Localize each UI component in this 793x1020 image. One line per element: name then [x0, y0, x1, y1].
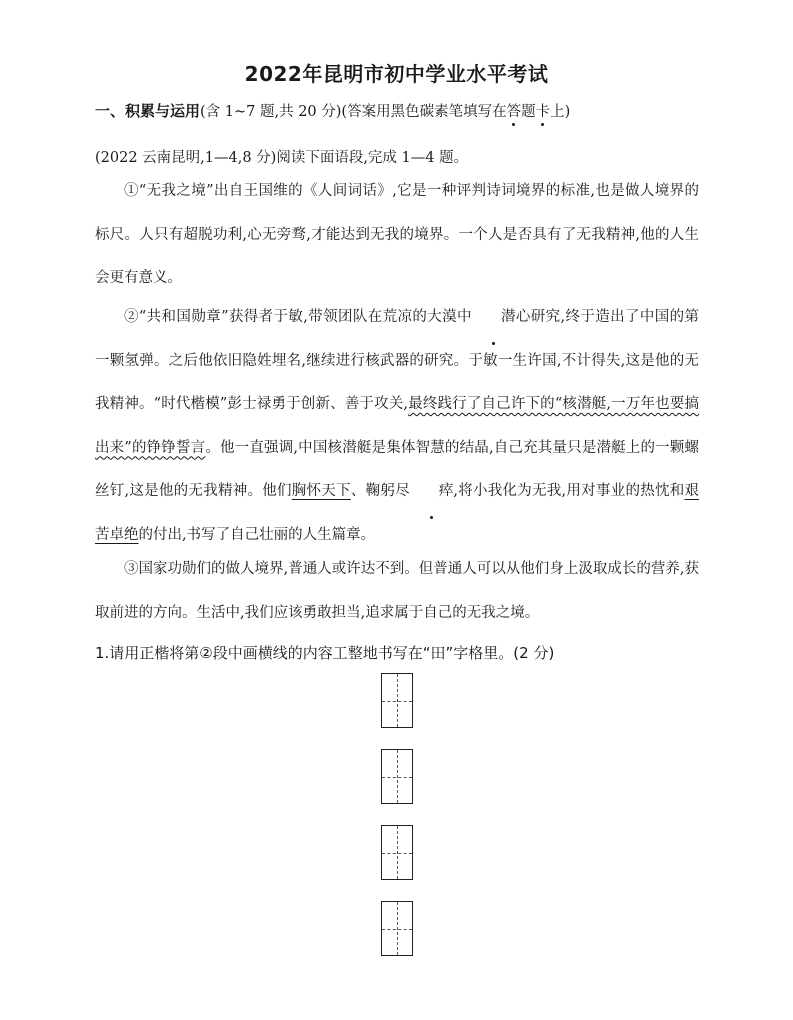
p2-text: ,将小我化为无我,用对事业的热忱和	[453, 483, 685, 499]
wavy-underlined-text: 最终践行了自己许下的“核潜艇,一万年也要搞出来”的铮铮誓言	[95, 396, 699, 456]
emphasis-char: 卡	[536, 100, 551, 121]
p2-text: 、鞠躬尽	[350, 483, 410, 499]
section-lead: 一、积累与运用	[95, 102, 201, 120]
p2-text: 的付出,书写了自己壮丽的人生篇章。	[138, 526, 376, 543]
section-note-3: 上)	[550, 104, 571, 120]
question-1: 1.请用正楷将第②段中画横线的内容工整地书写在“田”字格里。(2 分)	[95, 644, 555, 662]
tian-grid-box[interactable]	[381, 901, 413, 956]
section-note: (含 1~7 题,共 20 分)(答案用黑色碳素笔填写在	[200, 104, 507, 120]
paragraph-3: ③国家功勋们的做人境界,普通人或许达不到。但普通人可以从他们身上汲取成长的营养,获取前进的方向。生活中,我们应该勇敢担当,追求属于自己的无我之境。	[95, 561, 699, 621]
tian-grid-box[interactable]	[381, 749, 413, 804]
underlined-phrase: 胸怀天下	[291, 483, 351, 499]
section-note-2: 题	[521, 104, 536, 120]
paragraph-1: ①“无我之境”出自王国维的《人间词话》,它是一种评判诗词境界的标准,也是做人境界的标尺。人只有超脱功利,心无旁骛,才能达到无我的境界。一个人是否具有了无我精神,他的人生会更有意义。	[95, 183, 699, 286]
section-heading	[95, 100, 570, 121]
exam-title: 2022年昆明市初中学业水平考试	[244, 62, 549, 86]
emphasis-char: 瘁	[410, 470, 454, 514]
paragraph-2	[95, 296, 699, 557]
p2-text: 心研究,终于造出了中国的第一颗氢弹。之后他依旧隐姓埋名,继续进行核武器的研究。于敏一生许国,不计得失,这是他的无我精神。“时代楷模”彭士禄勇于创新、善于攻关,	[95, 309, 700, 412]
p2-text: 。他一直强调,中国核潜艇是集体智慧的结晶,自己充其量只是潜艇上的一颗螺丝钉,这是他的无我精神。他们	[95, 439, 700, 499]
underlined-phrase: 艰苦卓绝	[95, 483, 700, 543]
reading-intro: (2022 云南昆明,1—4,8 分)阅读下面语段,完成 1—4 题。	[95, 150, 469, 166]
tian-grid-box[interactable]	[381, 673, 413, 728]
emphasis-char: 答	[507, 100, 522, 121]
emphasis-char: 潜	[472, 296, 516, 340]
tian-grid-box[interactable]	[381, 825, 413, 880]
p2-text: ②“共和国勋章”获得者于敏,带领团队在荒凉的大漠中	[124, 309, 472, 325]
